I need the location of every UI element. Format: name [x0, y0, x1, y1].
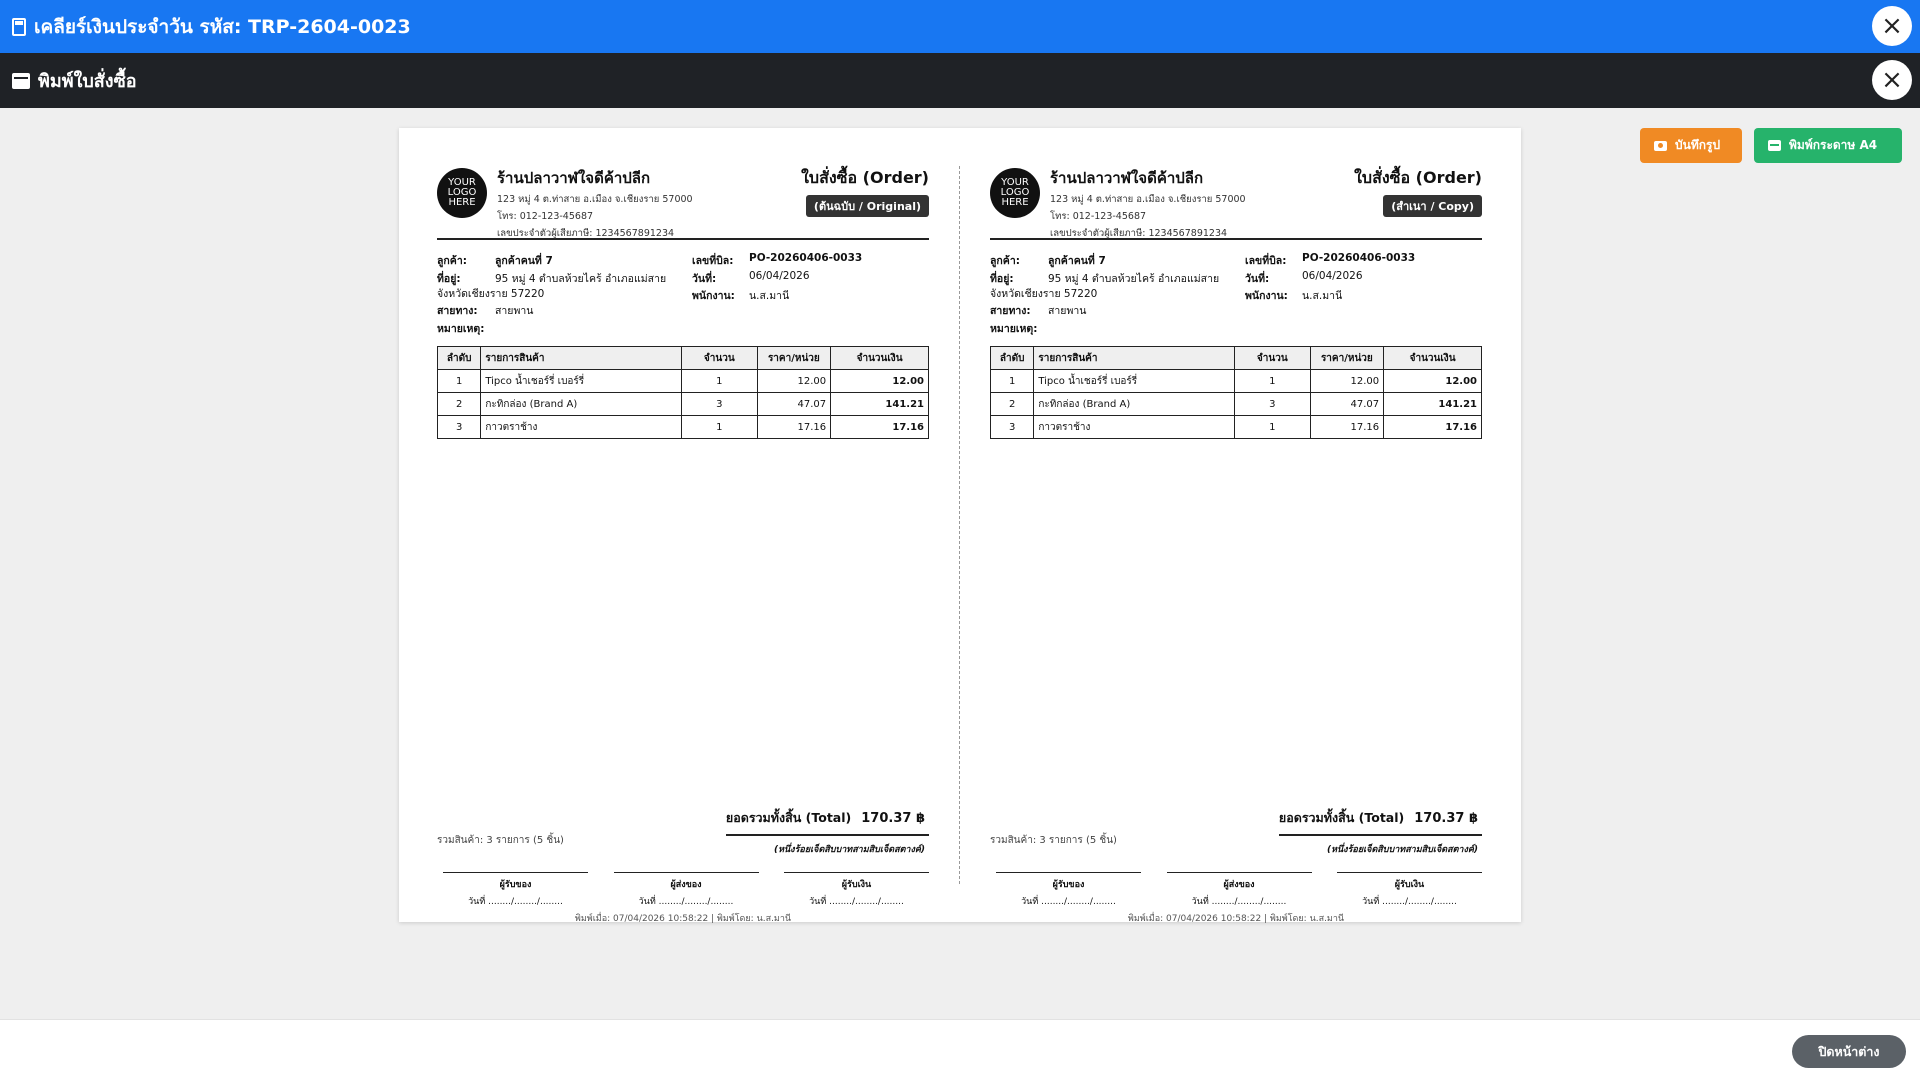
printer-icon: [1768, 140, 1781, 151]
col-amount: จำนวนเงิน: [831, 347, 929, 370]
window-titlebar: [0, 0, 1920, 53]
total-in-words: (หนึ่งร้อยเจ็ดสิบบาทสามสิบเจ็ดสตางค์): [773, 845, 925, 855]
address-line-1: 95 หมู่ 4 ตำบลห้วยไคร้ อำเภอแม่สาย: [495, 273, 667, 285]
staff-value: น.ส.มานี: [1302, 290, 1343, 302]
row-item: กะทิกล่อง (Brand A): [481, 393, 682, 416]
row-amount: 141.21: [1384, 393, 1482, 416]
col-qty: จำนวน: [681, 347, 757, 370]
print-a4-label: พิมพ์กระดาษ A4: [1789, 138, 1878, 152]
col-price: ราคา/หน่วย: [757, 347, 831, 370]
table-row: [438, 416, 929, 439]
address-line-1: 95 หมู่ 4 ตำบลห้วยไคร้ อำเภอแม่สาย: [1048, 273, 1220, 285]
row-amount: 12.00: [1384, 370, 1482, 393]
staff-label: พนักงาน:: [1245, 290, 1288, 302]
table-row: [991, 370, 1482, 393]
col-item: รายการสินค้า: [481, 347, 682, 370]
print-actions: [1640, 128, 1902, 163]
row-price: 47.07: [1310, 393, 1384, 416]
print-icon: [12, 73, 30, 89]
row-qty: 1: [681, 416, 757, 439]
row-no: 3: [991, 416, 1034, 439]
table-row: [991, 393, 1482, 416]
row-qty: 3: [681, 393, 757, 416]
row-price: 47.07: [757, 393, 831, 416]
modal-title-text: พิมพ์ใบสั่งซื้อ: [38, 71, 137, 92]
document-title: [1354, 166, 1482, 217]
save-image-button[interactable]: [1640, 128, 1742, 163]
signature-section: [443, 872, 929, 908]
total-amount: 170.37 ฿: [861, 811, 925, 826]
row-no: 1: [991, 370, 1034, 393]
shop-name: ร้านปลาวาฬใจดีค้าปลีก: [497, 169, 651, 187]
row-item: กาวตราช้าง: [1034, 416, 1235, 439]
logo-text-3: HERE: [1001, 197, 1029, 208]
row-item: กะทิกล่อง (Brand A): [1034, 393, 1235, 416]
total-label: ยอดรวมทั้งสิ้น (Total): [1278, 810, 1405, 825]
items-table: [990, 346, 1482, 439]
shop-logo: [437, 168, 487, 218]
printed-info: พิมพ์เมื่อ: 07/04/2026 10:58:22 | พิมพ์โดย: น.ส.มานี: [574, 914, 792, 924]
address-line-2: จังหวัดเชียงราย 57220: [990, 288, 1098, 300]
camera-icon: [1654, 141, 1667, 151]
row-amount: 17.16: [1384, 416, 1482, 439]
logo-text-1: YOUR: [448, 177, 476, 188]
row-no: 2: [438, 393, 481, 416]
cut-line: [959, 166, 960, 884]
total-label: ยอดรวมทั้งสิ้น (Total): [725, 810, 852, 825]
order-copy: [990, 166, 1482, 924]
customer-value: ลูกค้าคนที่ 7: [495, 255, 553, 267]
row-amount: 12.00: [831, 370, 929, 393]
address-line-2: จังหวัดเชียงราย 57220: [437, 288, 545, 300]
bill-no-label: เลขที่บิล:: [1245, 255, 1287, 267]
row-price: 12.00: [757, 370, 831, 393]
modal-footer: [0, 1019, 1920, 1081]
row-amount: 141.21: [831, 393, 929, 416]
shop-phone: โทร: 012-123-45687: [497, 211, 594, 222]
row-qty: 1: [1234, 370, 1310, 393]
row-item: Tipco น้ำเชอร์รี่ เบอร์รี่: [1034, 370, 1235, 393]
customer-value: ลูกค้าคนที่ 7: [1048, 255, 1106, 267]
modal-close-button[interactable]: [1872, 60, 1912, 100]
signature-section: [996, 872, 1482, 908]
row-qty: 1: [1234, 416, 1310, 439]
shop-address: 123 หมู่ 4 ต.ท่าสาย อ.เมือง จ.เชียงราย 57000: [1050, 194, 1246, 205]
row-no: 2: [991, 393, 1034, 416]
total-amount: 170.37 ฿: [1414, 811, 1478, 826]
window-title-text: เคลียร์เงินประจำวัน รหัส: TRP-2604-0023: [34, 15, 411, 38]
route-value: สายพาน: [495, 305, 534, 317]
date-label: วันที่:: [1245, 273, 1270, 285]
shop-tax-id: เลขประจำตัวผู้เสียภาษี: 1234567891234: [1050, 228, 1228, 239]
grand-total: [726, 808, 929, 856]
close-icon: ×: [1881, 11, 1903, 41]
signature-sender: ผู้ส่งของ วันที่ ......../......../........: [1167, 872, 1312, 908]
original-badge: (ต้นฉบับ / Original): [806, 195, 929, 217]
table-row: [438, 370, 929, 393]
signature-sender: ผู้ส่งของ วันที่ ......../......../........: [614, 872, 759, 908]
customer-label: ลูกค้า:: [437, 255, 467, 267]
table-header-row: [991, 347, 1482, 370]
address-label: ที่อยู่:: [437, 273, 461, 285]
row-item: กาวตราช้าง: [481, 416, 682, 439]
items-summary: รวมสินค้า: 3 รายการ (5 ชิ้น): [990, 835, 1117, 846]
modal-titlebar: [0, 53, 1920, 108]
date-label: วันที่:: [692, 273, 717, 285]
printed-info: พิมพ์เมื่อ: 07/04/2026 10:58:22 | พิมพ์โดย: น.ส.มานี: [1127, 914, 1345, 924]
note-label: หมายเหตุ:: [437, 323, 485, 335]
shop-info: [1050, 166, 1246, 241]
route-value: สายพาน: [1048, 305, 1087, 317]
modal-title: [12, 66, 137, 95]
row-price: 12.00: [1310, 370, 1384, 393]
staff-label: พนักงาน:: [692, 290, 735, 302]
calculator-icon: [12, 18, 26, 36]
order-original: [437, 166, 929, 924]
route-label: สายทาง:: [437, 305, 478, 317]
copy-badge: (สำเนา / Copy): [1383, 195, 1482, 217]
logo-text-2: LOGO: [1000, 187, 1030, 198]
save-image-label: บันทึกรูป: [1675, 138, 1721, 152]
row-price: 17.16: [757, 416, 831, 439]
date-value: 06/04/2026: [749, 270, 810, 282]
staff-value: น.ส.มานี: [749, 290, 790, 302]
close-window-button[interactable]: ปิดหน้าต่าง: [1792, 1035, 1906, 1068]
route-label: สายทาง:: [990, 305, 1031, 317]
logo-text-3: HERE: [448, 197, 476, 208]
items-summary: รวมสินค้า: 3 รายการ (5 ชิ้น): [437, 835, 564, 846]
order-header: [990, 166, 1482, 240]
items-table: [437, 346, 929, 439]
row-item: Tipco น้ำเชอร์รี่ เบอร์รี่: [481, 370, 682, 393]
col-amount: จำนวนเงิน: [1384, 347, 1482, 370]
row-price: 17.16: [1310, 416, 1384, 439]
row-amount: 17.16: [831, 416, 929, 439]
col-qty: จำนวน: [1234, 347, 1310, 370]
col-item: รายการสินค้า: [1034, 347, 1235, 370]
shop-logo: [990, 168, 1040, 218]
note-label: หมายเหตุ:: [990, 323, 1038, 335]
shop-address: 123 หมู่ 4 ต.ท่าสาย อ.เมือง จ.เชียงราย 57000: [497, 194, 693, 205]
total-in-words: (หนึ่งร้อยเจ็ดสิบบาทสามสิบเจ็ดสตางค์): [1326, 845, 1478, 855]
grand-total: [1279, 808, 1482, 856]
signature-cashier: ผู้รับเงิน วันที่ ......../......../........: [784, 872, 929, 908]
bill-no-value: PO-20260406-0033: [749, 252, 863, 264]
col-price: ราคา/หน่วย: [1310, 347, 1384, 370]
shop-phone: โทร: 012-123-45687: [1050, 211, 1147, 222]
date-value: 06/04/2026: [1302, 270, 1363, 282]
signature-receiver: ผู้รับของ วันที่ ......../......../........: [443, 872, 588, 908]
window-close-button[interactable]: [1872, 6, 1912, 46]
document-title-text: ใบสั่งซื้อ (Order): [801, 168, 929, 187]
table-header-row: [438, 347, 929, 370]
col-no: ลำดับ: [991, 347, 1034, 370]
shop-tax-id: เลขประจำตัวผู้เสียภาษี: 1234567891234: [497, 228, 675, 239]
table-row: [991, 416, 1482, 439]
customer-label: ลูกค้า:: [990, 255, 1020, 267]
document-title: [801, 166, 929, 217]
table-row: [438, 393, 929, 416]
close-icon: ×: [1881, 65, 1903, 95]
row-no: 1: [438, 370, 481, 393]
window-title: [12, 12, 411, 42]
shop-info: [497, 166, 693, 241]
bill-no-label: เลขที่บิล:: [692, 255, 734, 267]
signature-cashier: ผู้รับเงิน วันที่ ......../......../........: [1337, 872, 1482, 908]
bill-no-value: PO-20260406-0033: [1302, 252, 1416, 264]
address-label: ที่อยู่:: [990, 273, 1014, 285]
row-no: 3: [438, 416, 481, 439]
print-preview-page: [399, 128, 1521, 922]
document-title-text: ใบสั่งซื้อ (Order): [1354, 168, 1482, 187]
row-qty: 1: [681, 370, 757, 393]
logo-text-1: YOUR: [1001, 177, 1029, 188]
order-header: [437, 166, 929, 240]
logo-text-2: LOGO: [447, 187, 477, 198]
row-qty: 3: [1234, 393, 1310, 416]
signature-receiver: ผู้รับของ วันที่ ......../......../........: [996, 872, 1141, 908]
order-info: [437, 252, 929, 344]
col-no: ลำดับ: [438, 347, 481, 370]
print-a4-button[interactable]: [1754, 128, 1902, 163]
order-info: [990, 252, 1482, 344]
shop-name: ร้านปลาวาฬใจดีค้าปลีก: [1050, 169, 1204, 187]
